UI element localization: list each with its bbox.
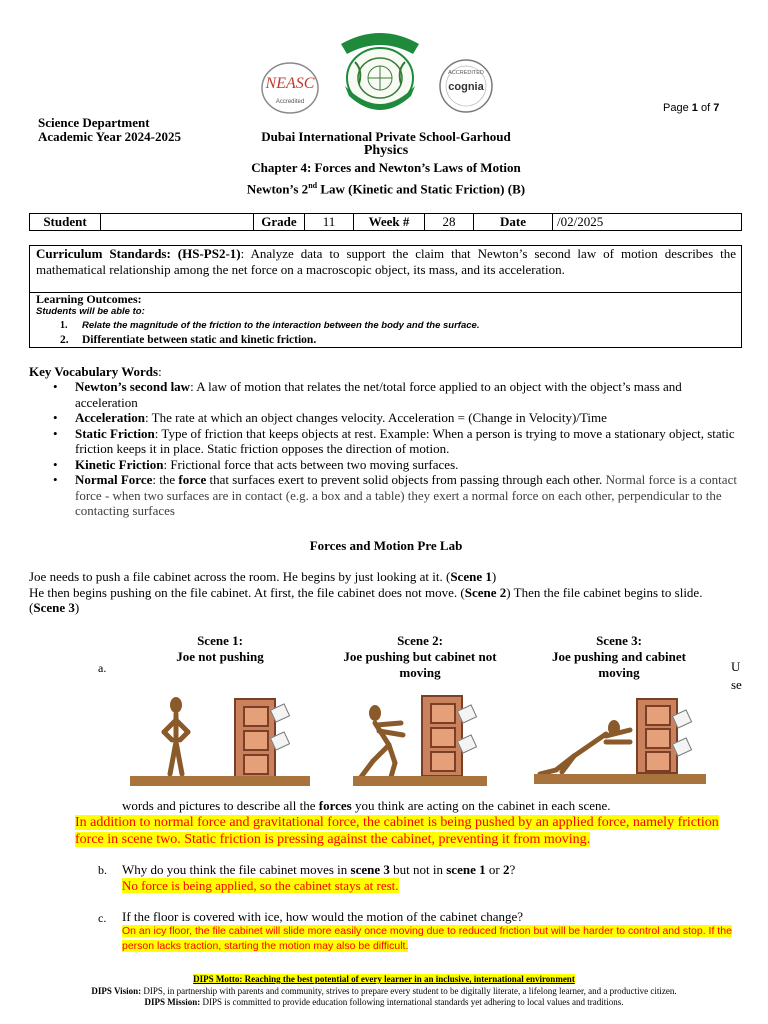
grade-value[interactable]: 11 xyxy=(305,214,354,231)
footer-mission-label: DIPS Mission: xyxy=(144,997,201,1007)
scene-1-title-block xyxy=(150,633,290,665)
qb-text-b: but not in xyxy=(389,862,447,877)
vocab-item xyxy=(53,426,743,457)
question-a-text xyxy=(122,798,611,814)
question-a-label: a. xyxy=(98,661,107,675)
outcome-2 xyxy=(60,334,316,346)
intro1-a: Joe needs to push a file cabinet across the room. He begins by just looking at it. ( xyxy=(29,569,451,584)
scene-2-title-block xyxy=(330,633,510,681)
outcome-2-num: 2. xyxy=(60,334,69,346)
vocab-heading xyxy=(29,364,162,380)
scene-1-image xyxy=(130,692,310,786)
vocab-term: Newton’s second law xyxy=(75,379,191,394)
learning-outcomes-label: Learning Outcomes: xyxy=(36,292,142,306)
scene-1-title: Scene 1: xyxy=(197,633,243,648)
intro1-scene1: Scene 1 xyxy=(450,569,492,584)
scene-2-image xyxy=(353,689,487,786)
outcome-1-num: 1. xyxy=(60,320,68,331)
vocab-term: Kinetic Friction xyxy=(75,456,164,472)
vocab-item xyxy=(53,457,743,473)
lesson-title-sup: nd xyxy=(308,181,318,190)
page-label: Page xyxy=(663,102,689,114)
vocab-def-force: force xyxy=(178,472,207,487)
page-number xyxy=(663,102,719,114)
lesson-title xyxy=(186,181,586,197)
grade-label: Grade xyxy=(254,214,305,231)
intro2-c: ) xyxy=(74,600,80,615)
answer-a[interactable] xyxy=(75,814,743,848)
student-info-table xyxy=(29,213,742,231)
vocab-item xyxy=(53,410,743,426)
qb-text-c: or xyxy=(485,862,503,877)
week-label: Week # xyxy=(354,214,425,231)
qb-text-d: ? xyxy=(509,862,516,877)
vocab-term: Static Friction xyxy=(75,425,155,441)
intro2-a: He then begins pushing on the file cabinet. At first, the file cabinet does not move. ( xyxy=(29,584,465,600)
vocab-def: : The rate at which an object changes velocity. Acceleration = (Change in Velocity)/Time xyxy=(145,410,607,425)
student-label: Student xyxy=(30,214,101,231)
student-name-field[interactable] xyxy=(101,214,254,231)
curriculum-standard xyxy=(36,246,736,278)
vocab-list xyxy=(53,379,743,519)
outcome-1-text: Relate the magnitude of the friction to the interaction between the body and the surface. xyxy=(82,320,480,331)
scene-3-title-block xyxy=(533,633,705,681)
curriculum-code: : (HS-PS2-1) xyxy=(166,246,241,261)
cognia-logo xyxy=(438,58,494,114)
intro2-scene3: Scene 3 xyxy=(33,600,75,615)
school-crest-logo xyxy=(333,26,427,118)
qb-scene1: scene 1 xyxy=(446,862,486,877)
scene-3-caption: Joe pushing and cabinet moving xyxy=(551,649,686,680)
curriculum-text: : Analyze data to support the claim that Newton’s second law of motion describes the mathematical relationship among the net force on a macroscopic object, its mass, and its acceleration. xyxy=(36,246,736,277)
footer-motto xyxy=(0,974,768,984)
qa-forces: forces xyxy=(318,798,352,813)
qb-text-a: Why do you think the file cabinet moves in xyxy=(122,862,351,877)
qb-scene3: scene 3 xyxy=(350,862,390,877)
students-able-label: Students will be able to: xyxy=(36,306,145,317)
vocab-def: : A law of motion that relates the net/total force applied to an object with the object’s mass and acceleration xyxy=(75,379,682,410)
page-of: of xyxy=(700,102,711,114)
vocab-heading-colon: : xyxy=(158,364,162,379)
academic-year: Academic Year 2024-2025 xyxy=(38,129,181,144)
outcome-1 xyxy=(60,320,479,331)
page-current: 1 xyxy=(691,102,698,114)
vocab-def-b: that surfaces exert to prevent solid objects from passing through each other. xyxy=(206,472,606,487)
intro1-b: ) xyxy=(491,569,497,584)
curriculum-label: Curriculum Standards xyxy=(36,246,167,261)
department-label: Science Department xyxy=(38,115,150,130)
scene-3-image xyxy=(534,694,706,784)
answer-c[interactable] xyxy=(122,924,744,954)
footer-mission xyxy=(0,997,768,1007)
subject-title: Physics xyxy=(363,143,409,158)
footer-vision-text: DIPS, in partnership with parents and community, strives to prepare every student to be digitally literate, a lifelong learner, and a productive citizen. xyxy=(141,986,677,996)
scene-2-caption: Joe pushing but cabinet not moving xyxy=(343,649,497,680)
vocab-heading-text: Key Vocabulary Words xyxy=(29,364,159,379)
cognia-top-text: ACCREDITED xyxy=(448,70,484,76)
question-b-label: b. xyxy=(98,863,107,877)
question-c-text: If the floor is covered with ice, how would the motion of the cabinet change? xyxy=(122,909,524,924)
answer-b[interactable] xyxy=(122,878,399,894)
lesson-title-pre: Newton’s 2 xyxy=(246,181,309,197)
vocab-term: Acceleration xyxy=(75,410,146,425)
vocab-item xyxy=(53,472,743,519)
footer-vision xyxy=(0,986,768,996)
question-b-text xyxy=(122,862,515,878)
intro2-b: ) Then the file cabinet begins to slide. ( xyxy=(29,584,703,615)
school-name: Dubai International Private School-Garhoud xyxy=(261,129,511,144)
floor xyxy=(130,776,310,786)
floor xyxy=(534,774,706,784)
vocab-def: : Type of friction that keeps objects at rest. Example: When a person is trying to move a stationary object, static friction keeps it in place. Static friction opposes the direction of motion. xyxy=(75,425,735,456)
footer-vision-label: DIPS Vision: xyxy=(91,986,142,996)
question-a-side-se: se xyxy=(731,677,742,692)
date-value[interactable]: /02/2025 xyxy=(553,214,742,231)
joe-sliding-figure xyxy=(534,700,644,780)
cognia-name-text: cognia xyxy=(448,81,484,93)
file-cabinet xyxy=(421,695,463,777)
neasc-logo-text: NEASC xyxy=(265,75,315,92)
date-label: Date xyxy=(474,214,553,231)
answer-a-text: In addition to normal force and gravitational force, the cabinet is being pushed by an applied force, namely friction force in scene two. Static friction is pressing against the cabinet, preventing it from moving. xyxy=(75,815,719,847)
scene-1-caption: Joe not pushing xyxy=(176,649,264,664)
vocab-def-c: Normal force is a contact force - when two surfaces are in contact (e.g. a box and a table) they exert a normal force on each other, perpendicular to the contacting surfaces xyxy=(75,472,737,518)
prelab-intro xyxy=(29,569,741,616)
outcome-2-text: Differentiate between static and kinetic friction. xyxy=(82,334,317,346)
vocab-item xyxy=(53,379,743,410)
qa-text-b: you think are acting on the cabinet in each scene. xyxy=(351,798,611,813)
answer-b-text: No force is being applied, so the cabinet stays at rest. xyxy=(122,878,399,893)
qa-text-a: words and pictures to describe all the xyxy=(122,798,319,813)
joe-pushing-figure xyxy=(353,693,423,781)
vocab-def: : Frictional force that acts between two moving surfaces. xyxy=(163,456,459,472)
scene-2-title: Scene 2: xyxy=(397,633,443,648)
neasc-logo xyxy=(260,62,320,114)
week-value[interactable]: 28 xyxy=(425,214,474,231)
page-total: 7 xyxy=(713,102,720,114)
scene-3-title: Scene 3: xyxy=(596,633,642,648)
intro2-scene2: Scene 2 xyxy=(464,584,507,600)
question-a-side-u: U xyxy=(731,659,741,674)
footer-mission-text: DIPS is committed to provide education following international standards yet adhering to local values and traditions. xyxy=(200,997,624,1007)
lesson-title-post: Law (Kinetic and Static Friction) (B) xyxy=(317,181,526,197)
file-cabinet xyxy=(636,698,678,774)
qb-scene2: 2 xyxy=(502,862,510,877)
footer-motto-text: DIPS Motto: Reaching the best potential of every learner in an inclusive, international environment xyxy=(193,974,575,984)
file-cabinet xyxy=(234,698,276,778)
vocab-term: Normal Force xyxy=(75,472,153,487)
vocab-def-a: : the xyxy=(152,472,179,487)
neasc-logo-sub: Accredited xyxy=(275,99,305,105)
floor xyxy=(353,776,487,786)
question-c-label: c. xyxy=(98,911,107,925)
answer-c-text: On an icy floor, the file cabinet will slide more easily once moving due to reduced friction but will be harder to control and stop. If the person lacks traction, starting the motion may also be difficult. xyxy=(122,925,732,952)
joe-standing-figure xyxy=(146,692,226,776)
chapter-title: Chapter 4: Forces and Newton’s Laws of Motion xyxy=(251,160,521,175)
prelab-title: Forces and Motion Pre Lab xyxy=(309,538,463,553)
